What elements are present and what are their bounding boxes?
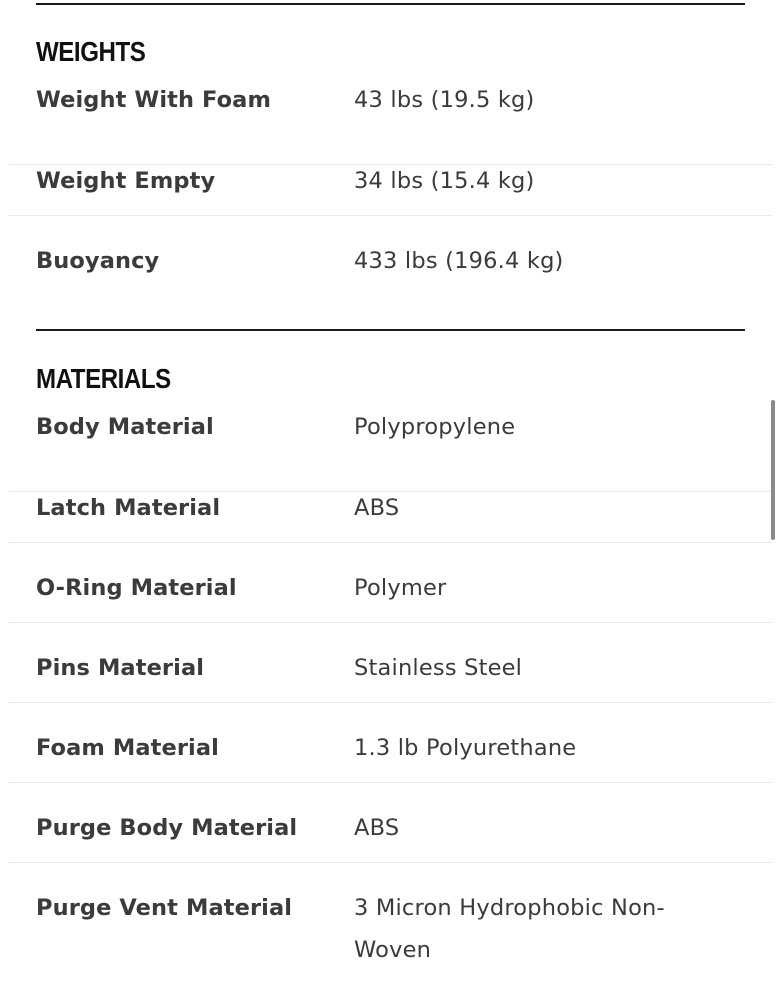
- spec-value: Polypropylene: [354, 414, 516, 440]
- spec-row-pins-material: [9, 622, 772, 703]
- spec-value: Stainless Steel: [354, 655, 523, 681]
- spec-row-foam-material: [9, 702, 772, 783]
- spec-label: Purge Body Material: [36, 815, 298, 841]
- spec-value: 43 lbs (19.5 kg): [354, 87, 535, 113]
- vertical-scrollbar[interactable]: [771, 400, 775, 540]
- spec-label: Purge Vent Material: [36, 895, 293, 921]
- spec-label: Latch Material: [36, 495, 221, 521]
- spec-label: O-Ring Material: [36, 575, 237, 601]
- spec-row-latch-material: [9, 462, 772, 543]
- spec-row-weight-empty: [9, 135, 772, 216]
- spec-row-purge-vent-material: [9, 862, 772, 992]
- spec-value: ABS: [354, 815, 400, 841]
- spec-label: Buoyancy: [36, 248, 160, 274]
- spec-value: 433 lbs (196.4 kg): [354, 248, 564, 274]
- materials-section-title: MATERIALS: [36, 363, 171, 394]
- spec-label: Weight Empty: [36, 168, 216, 194]
- materials-divider: [36, 329, 745, 331]
- spec-row-buoyancy: [9, 215, 772, 295]
- top-divider: [36, 3, 745, 5]
- spec-label: Weight With Foam: [36, 87, 271, 113]
- spec-value: 1.3 lb Polyurethane: [354, 735, 577, 761]
- weights-section-title: WEIGHTS: [36, 36, 146, 67]
- spec-value: 34 lbs (15.4 kg): [354, 168, 535, 194]
- spec-value: 3 Micron Hydrophobic Non-Woven: [354, 895, 665, 963]
- spec-row-purge-body-material: [9, 782, 772, 863]
- spec-row-oring-material: [9, 542, 772, 623]
- spec-label: Foam Material: [36, 735, 219, 761]
- spec-label: Body Material: [36, 414, 214, 440]
- spec-value: Polymer: [354, 575, 447, 601]
- spec-value: ABS: [354, 495, 400, 521]
- spec-label: Pins Material: [36, 655, 205, 681]
